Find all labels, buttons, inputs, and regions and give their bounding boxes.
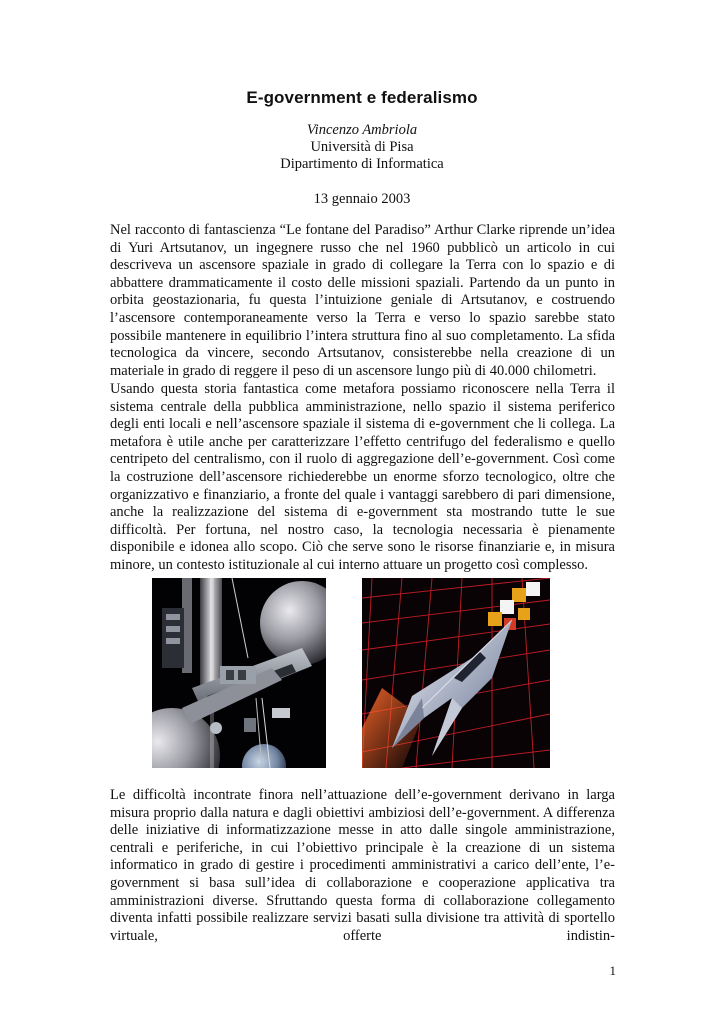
document-title: E-government e federalismo (246, 88, 478, 107)
affiliation-department: Dipartimento di Informatica (280, 156, 444, 172)
paragraph-1: Nel racconto di fantascienza “Le fontane del Paradiso” Arthur Clarke riprende un’idea di Yuri Artsutanov, un ingegnere russo che nel 1960 pubblicò un articolo in cui descriveva un ascensore spaziale in grado di collegare la Terra con lo spazio e di abbattere drammaticamente il costo delle missioni spaziali. Partendo da un punto in orbita geostazionaria, fu questa l’intuizione geniale di Artsutanov, e costruendo l’ascensore contemporaneamente verso la Terra e verso lo spazio sarebbe stato possibile mantenere in equilibrio l’intera struttura fino al suo completamento. La sfida tecnologica da vincere, secondo Artsutanov, consisterebbe nella creazione di un materiale in grado di reggere il peso di un ascensore lungo più di 40.000 chilometri. (110, 222, 615, 379)
space-plane-illustration (362, 578, 550, 768)
affiliation-university: Università di Pisa (310, 139, 414, 155)
paragraph-2: Usando questa storia fantastica come metafora possiamo riconoscere nella Terra il sistema centrale della pubblica amministrazione, nello spazio il sistema periferico degli enti locali e nell’ascensore spaziale il sistema di e-government che li collega. La metafora è utile anche per caratterizzare l’effetto centrifugo del federalismo e quello centripeto del centralismo, con il ruolo di aggregazione dell’e-government. Così come la costruzione dell’ascensore richiederebbe un enorme sforzo tecnologico, oltre che organizzativo e finanziario, a fronte del quale i vantaggi sarebbero di pari dimensione, anche la realizzazione del sistema di e-government sta mostrando tutte le sue difficoltà. Per fortuna, nel nostro caso, la tecnologia necessaria è pienamente disponibile e idonea allo scopo. Ciò che serve sono le risorse finanziarie e, in misura minore, un contesto istituzionale al cui interno attuare un progetto così complesso. (110, 381, 615, 573)
page-number: 1 (609, 963, 616, 978)
document-date: 13 gennaio 2003 (313, 191, 411, 207)
author-name: Vincenzo Ambriola (306, 122, 418, 138)
space-elevator-illustration (152, 578, 326, 768)
paragraph-3: Le difficoltà incontrate finora nell’attuazione dell’e-government derivano in larga misura proprio dalla natura e dagli obiettivi ambiziosi dell’e-government. A differenza delle iniziative di informatizzazione messe in atto dalle singole amministrazione, centrali e periferiche, in cui l’obiettivo principale è la creazione di un sistema informatico in grado di gestire i procedimenti amministrativi a carico dell’ente, l’e-government si basa sull’idea di collaborazione e cooperazione applicativa tra amministrazioni diverse. Sfruttando questa forma di collaborazione collegamento diventa infatti possibile realizzare servizi basati sulla divisione tra attività di sportello virtuale, offerte indistin- (110, 787, 615, 944)
author-block (0, 122, 724, 173)
